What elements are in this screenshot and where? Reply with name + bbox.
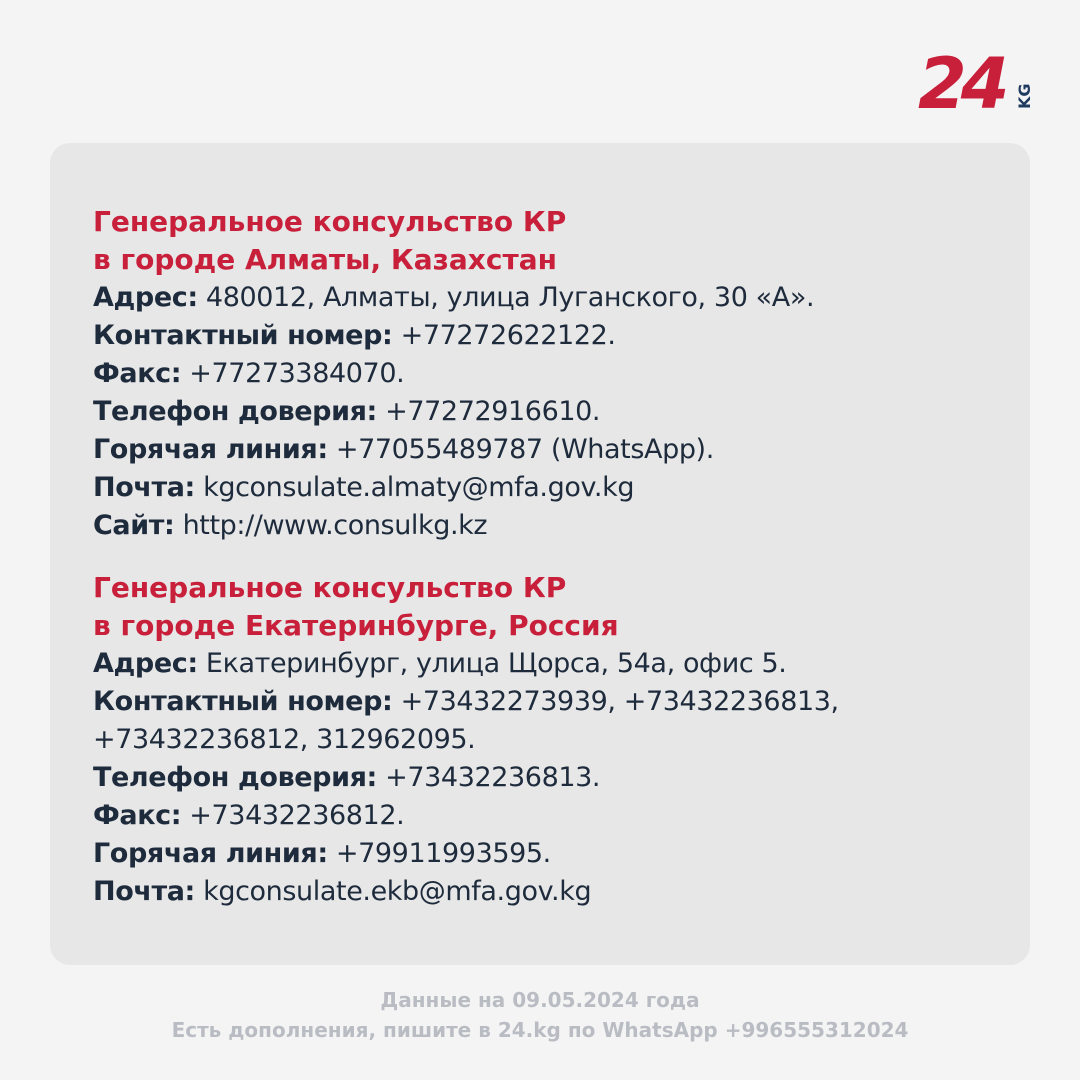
- svg-text:24: 24: [918, 46, 1004, 116]
- consulate-heading-line-2: в городе Алматы, Казахстан: [93, 243, 557, 276]
- hotline-value: +79911993595.: [327, 838, 551, 869]
- trust-phone-value: +77272916610.: [376, 396, 601, 427]
- address-label: Адрес:: [93, 282, 198, 313]
- address-value: 480012, Алматы, улица Луганского, 30 «А».: [197, 282, 815, 313]
- consulate-heading-line-1: Генеральное консульство КР: [93, 205, 567, 238]
- contact-number-label: Контактный номер:: [93, 320, 393, 351]
- data-date-note: Данные на 09.05.2024 года: [380, 988, 700, 1012]
- fax-value: +77273384070.: [181, 358, 405, 389]
- trust-phone-row: [93, 393, 1030, 431]
- address-value: Екатеринбург, улица Щорса, 54а, офис 5.: [197, 648, 787, 679]
- brand-logo: [918, 46, 1038, 116]
- consulate-heading-line-1: Генеральное консульство КР: [93, 571, 567, 604]
- website-label: Сайт:: [93, 510, 175, 541]
- consulate-heading-line-2: в городе Екатеринбурге, Россия: [93, 609, 619, 642]
- fax-row: [93, 355, 1030, 393]
- contact-number-label: Контактный номер:: [93, 686, 393, 717]
- consulates-card: [50, 143, 1030, 965]
- hotline-value: +77055489787 (WhatsApp).: [327, 434, 714, 465]
- hotline-row: [93, 431, 1030, 469]
- contact-number-continuation-row: [93, 721, 1030, 759]
- contact-number-row: [93, 317, 1030, 355]
- hotline-row: [93, 835, 1030, 873]
- contact-number-value: +77272622122.: [392, 320, 616, 351]
- website-row: [93, 507, 1030, 545]
- contact-number-value: +73432273939, +73432236813,: [392, 686, 839, 717]
- hotline-label: Горячая линия:: [93, 838, 328, 869]
- fax-label: Факс:: [93, 800, 182, 831]
- consulate-yekaterinburg: [93, 569, 1030, 911]
- email-value: kgconsulate.almaty@mfa.gov.kg: [194, 472, 635, 503]
- email-row: [93, 469, 1030, 507]
- email-row: [93, 873, 1030, 911]
- contact-number-continuation-value: +73432236812, 312962095.: [93, 724, 476, 755]
- fax-value: +73432236812.: [181, 800, 405, 831]
- website-value: http://www.consulkg.kz: [174, 510, 488, 541]
- email-label: Почта:: [93, 876, 195, 907]
- fax-row: [93, 797, 1030, 835]
- trust-phone-value: +73432236813.: [376, 762, 601, 793]
- trust-phone-label: Телефон доверия:: [93, 396, 377, 427]
- svg-text:KG: KG: [1015, 83, 1034, 109]
- address-label: Адрес:: [93, 648, 198, 679]
- contact-number-row: [93, 683, 1030, 721]
- hotline-label: Горячая линия:: [93, 434, 328, 465]
- trust-phone-label: Телефон доверия:: [93, 762, 377, 793]
- section-spacer: [93, 545, 1030, 569]
- address-row: [93, 279, 1030, 317]
- trust-phone-row: [93, 759, 1030, 797]
- email-label: Почта:: [93, 472, 195, 503]
- address-row: [93, 645, 1030, 683]
- contact-us-note: Есть дополнения, пишите в 24.kg по WhatsApp +996555312024: [171, 1018, 909, 1042]
- footer-note: [0, 985, 1080, 1045]
- fax-label: Факс:: [93, 358, 182, 389]
- consulate-almaty: [93, 203, 1030, 545]
- email-value: kgconsulate.ekb@mfa.gov.kg: [194, 876, 592, 907]
